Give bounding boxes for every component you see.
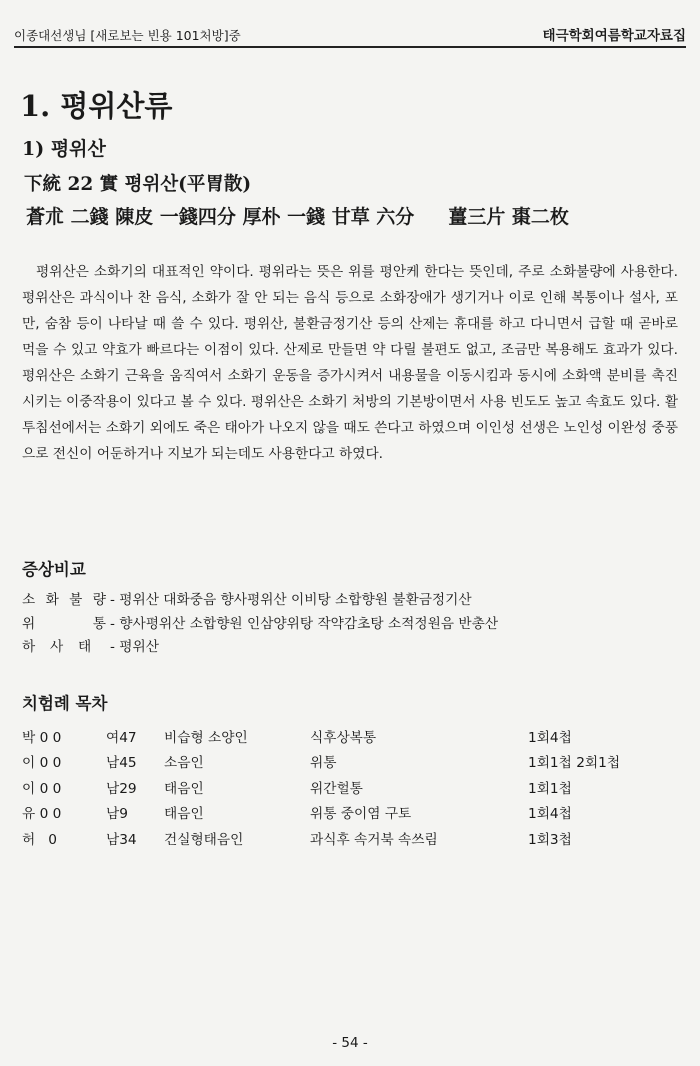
patient-name: 유 0 0 <box>22 806 62 823</box>
table-row <box>22 723 688 749</box>
page-number: - 54 - <box>332 1035 368 1051</box>
herb-composition <box>26 202 569 229</box>
table-row <box>22 774 688 800</box>
symptom-label: 하 사 태 <box>22 639 92 655</box>
patient-sex-age: 여47 <box>106 729 137 746</box>
patient-constitution: 태음인 <box>164 780 204 797</box>
dosage: 1회4첩 <box>528 729 572 746</box>
symptom-prescriptions: - 평위산 <box>110 639 159 655</box>
patient-symptom: 위통 <box>310 755 337 772</box>
header-source: 이종대선생님 [새로보는 빈용 101처방]중 <box>14 28 241 43</box>
table-row <box>22 800 688 826</box>
dosage: 1회4첩 <box>528 806 572 823</box>
patient-constitution: 소음인 <box>164 755 204 772</box>
patient-symptom: 위간헐통 <box>310 780 363 797</box>
symptom-prescriptions: - 평위산 대화중음 향사평위산 이비탕 소합향원 불환금정기산 <box>110 592 472 608</box>
herb-list: 蒼朮 二錢 陳皮 一錢四分 厚朴 一錢 甘草 六分 <box>26 206 415 228</box>
symptom-label: 소 화 불 량 <box>22 592 106 608</box>
patient-sex-age: 남29 <box>106 780 137 797</box>
herb-additions: 薑三片 棗二枚 <box>448 206 569 228</box>
dosage: 1회3첩 <box>528 831 572 848</box>
page-header <box>14 14 686 48</box>
patient-sex-age: 남34 <box>106 831 137 848</box>
patient-name: 박 0 0 <box>22 729 62 746</box>
symptom-row <box>22 589 498 613</box>
symptom-prescriptions: - 향사평위산 소합향원 인삼양위탕 작약감초탕 소적정원음 반총산 <box>110 615 499 632</box>
patient-constitution: 태음인 <box>164 806 204 823</box>
symptom-comparison-list <box>22 589 498 660</box>
patient-symptom: 식후상복통 <box>310 729 377 746</box>
patient-symptom: 위통 중이염 구토 <box>310 806 412 823</box>
patient-constitution: 건실형태음인 <box>164 831 244 848</box>
patient-sex-age: 남45 <box>106 755 137 772</box>
header-collection: 태극학회여름학교자료집 <box>542 28 686 44</box>
patient-symptom: 과식후 속거북 속쓰림 <box>310 831 438 848</box>
patient-sex-age: 남9 <box>106 806 128 823</box>
table-row <box>22 825 688 851</box>
patient-name: 이 0 0 <box>22 780 62 797</box>
symptom-row <box>22 636 498 660</box>
dosage: 1회1첩 2회1첩 <box>528 755 621 772</box>
case-index-table <box>22 723 688 851</box>
patient-name: 이 0 0 <box>22 755 62 772</box>
patient-name: 허 0 <box>22 831 57 848</box>
dosage: 1회1첩 <box>528 780 572 797</box>
section-title: 1. 평위산류 <box>20 89 173 123</box>
symptom-label: 위 통 <box>22 615 106 632</box>
prescription-line: 下統 22 實 평위산(平胃散) <box>24 174 252 195</box>
symptom-comparison-title: 증상비교 <box>22 560 86 579</box>
subsection-title: 1) 평위산 <box>22 138 106 160</box>
description-paragraph: 평위산은 소화기의 대표적인 약이다. 평위라는 뜻은 위를 평안케 한다는 뜻인데, 주로 소화불량에 사용한다. 평위산은 과식이나 찬 음식, 소화가 잘 안 되는 음식 등으로 소화장애가 생기거나 이로 인해 복통이나 설사, 포만, 숨참 등이 나타날 때 쓸 수 있다. 평위산, 불환금정기산 등의 산제는 휴대를 하고 다니면서 급할 때 곧바로 먹을 수 있고 약효가 빠르다는 이점이 있다. 산제로 만들면 약 다릴 불편도 없고, 조금만 복용해도 효과가 있다. 평위산은 소화기 근육을 움직여서 소화기 운동을 증가시켜서 내용물을 이동시킴과 동시에 소화액 분비를 촉진시키는 이중작용이 있다고 볼 수 있다. 평위산은 소화기 처방의 기본방이면서 사용 빈도도 높고 속효도 있다. 활투침선에서는 소화기 외에도 죽은 태아가 나오지 않을 때도 쓴다고 하였으며 이인성 선생은 노인성 이완성 중풍으로 전신이 어둔하거나 지보가 되는데도 사용한다고 하였다. <box>22 264 678 462</box>
case-index-title: 치험례 목차 <box>22 694 108 713</box>
patient-constitution: 비습형 소양인 <box>164 729 248 746</box>
table-row <box>22 749 688 775</box>
symptom-row <box>22 613 498 637</box>
